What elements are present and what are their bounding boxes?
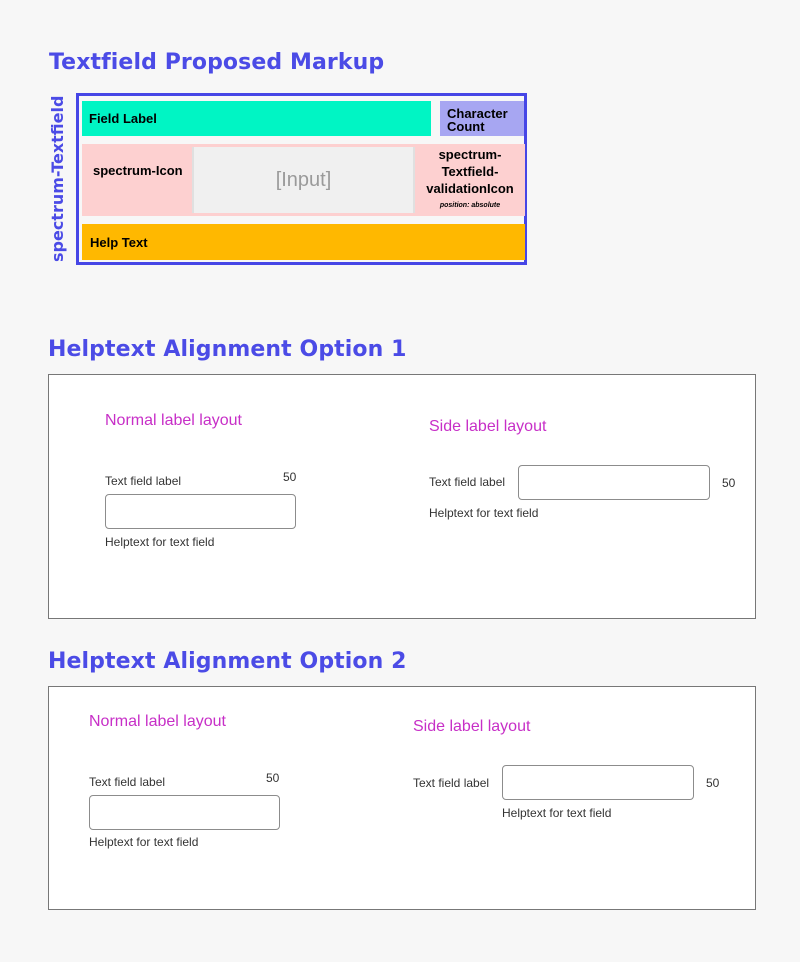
option2-normal-label: Text field label: [89, 775, 166, 789]
option2-side-helptext: Helptext for text field: [502, 806, 612, 820]
option2-heading: Helptext Alignment Option 2: [48, 649, 407, 674]
option2-side-label: Text field label: [413, 776, 490, 790]
option2-normal-title: Normal label layout: [89, 713, 226, 730]
field-label-block: Field Label: [82, 101, 431, 136]
option2-side-textfield[interactable]: [502, 765, 694, 800]
validation-icon-block: spectrum-Textfield-validationIcon: [426, 147, 514, 196]
option1-normal-title: Normal label layout: [105, 412, 242, 429]
option1-side-count: 50: [722, 476, 736, 490]
container-label: spectrum-Textfield: [48, 95, 67, 262]
option1-side-label: Text field label: [429, 475, 506, 489]
option1-side-textfield[interactable]: [518, 465, 710, 500]
option2-normal-helptext: Helptext for text field: [89, 835, 199, 849]
option1-normal-count: 50: [283, 470, 297, 484]
option1-normal-helptext: Helptext for text field: [105, 535, 215, 549]
option1-side-helptext: Helptext for text field: [429, 506, 539, 520]
icon-block: spectrum-Icon: [93, 163, 183, 178]
markup-heading: Textfield Proposed Markup: [49, 50, 385, 75]
option2-side-title: Side label layout: [413, 718, 531, 735]
option1-normal-label: Text field label: [105, 474, 182, 488]
option1-side-title: Side label layout: [429, 418, 547, 435]
character-count-block: Character Count: [440, 101, 524, 136]
option1-heading: Helptext Alignment Option 1: [48, 337, 407, 362]
input-block: [Input]: [192, 147, 415, 213]
option1-normal-textfield[interactable]: [105, 494, 296, 529]
option2-normal-count: 50: [266, 771, 280, 785]
help-text-block: Help Text: [82, 224, 525, 260]
option2-side-count: 50: [706, 776, 720, 790]
option2-normal-textfield[interactable]: [89, 795, 280, 830]
validation-position-note: position: absolute: [439, 202, 501, 209]
